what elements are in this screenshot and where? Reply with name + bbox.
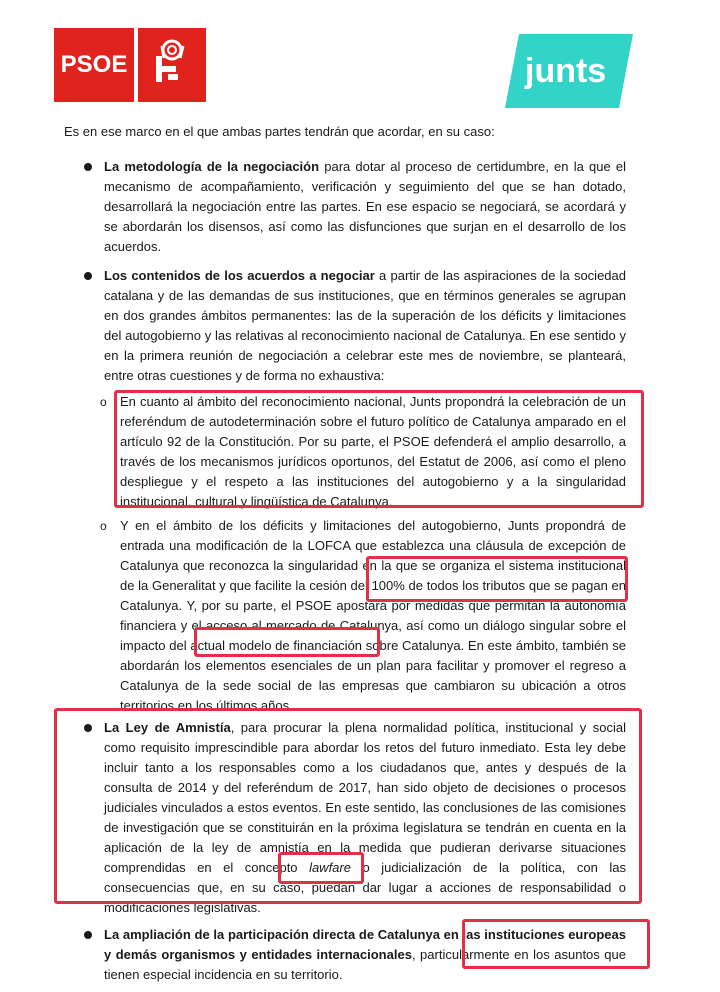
sub-bullet-icon: o <box>100 395 107 409</box>
item-title: La ampliación de la participación directa de Catalunya en las instituciones europeas y demás organismos y entidades internacionales <box>104 927 626 962</box>
list-item <box>104 157 626 257</box>
psoe-logo-text: PSOE <box>60 51 128 78</box>
item-italic-term: lawfare <box>309 860 351 875</box>
item-text: , para procurar la plena normalidad política, institucional y social como requisito imprescindible para abordar los retos del futuro inmediato. Esta ley debe incluir tanto a los responsables como a los ciudadanos que, antes y después de la consulta de 2014 y del referéndum de 2017, han sido objeto de decisiones o procesos judiciales vinculados a estos eventos. En este sentido, las conclusiones de las comisiones de investigación que se constituirán en la próxima legislatura se tendrán en cuenta en la aplicación de la ley de amnistía en la medida que pudieran derivarse situaciones comprendidas en el concepto <box>104 720 626 875</box>
sub-bullet-icon: o <box>100 519 107 533</box>
highlight-box-tributos <box>366 556 628 602</box>
list-item <box>104 266 626 386</box>
item-text: para dotar al proceso de certidumbre, en la que el mecanismo de acompañamiento, verificación y seguimiento del que se han dotado, desarrollará la negociación entre las partes. En ese espacio se negociará, se acordará y se abordarán los disensos, así como las disfunciones que surjan en el desarrollo de los acuerdos. <box>104 159 626 254</box>
highlight-box-financiacion <box>194 627 380 657</box>
junts-logo-text: junts <box>525 52 607 90</box>
intro-text: Es en ese marco en el que ambas partes tendrán que acordar, en su caso: <box>64 124 495 139</box>
item-text-after: o judicialización de la política, con las consecuencias que, en su caso, puedan dar lugar a acciones de responsabilidad o modificaciones legislativas. <box>104 860 626 915</box>
item-title: La Ley de Amnistía <box>104 720 231 735</box>
highlight-box-lawfare <box>278 852 364 884</box>
highlight-box-referendum <box>114 390 644 508</box>
sub-list-item: En cuanto al ámbito del reconocimiento nacional, Junts propondrá la celebración de un referéndum de autodeterminación sobre el futuro político de Catalunya amparado en el artículo 92 de la Constitución. Por su parte, el PSOE defenderá el amplio desarrollo, a través de los mecanismos jurídicos oportunos, del Estatut de 2006, así como el pleno despliegue y el respeto a las instituciones del autogobierno y a la singularidad institucional, cultural y lingüística de Catalunya. <box>120 394 626 509</box>
item-title: La metodología de la negociación <box>104 159 320 174</box>
highlight-box-instituciones <box>462 919 650 969</box>
sub-list-item: Y en el ámbito de los déficits y limitaciones del autogobierno, Junts propondrá de entrada una modificación de la LOFCA que establezca una cláusula de excepción de Catalunya que reconozca la singularidad en la que se organiza el sistema institucional de la Generalitat y que facilite la cesión del 100% de todos los tributos que se pagan en Catalunya. Y, por su parte, el PSOE apostará por medidas que permitan la autonomía financiera y el acceso al mercado de Catalunya, así como un diálogo singular sobre el impacto del actual modelo de financiación sobre Catalunya. En este ámbito, también se abordarán los elementos esenciales de un plan para facilitar y promover el regreso a Catalunya de la sede social de las empresas que cambiaron su ubicación a otros territorios en los últimos años. <box>120 518 626 713</box>
item-text: , particularmente en los asuntos que tienen especial incidencia en su territorio. <box>104 947 626 982</box>
item-text: a partir de las aspiraciones de la sociedad catalana y de las demandas de sus instituciones, que en términos generales se agrupan en dos grandes ámbitos permanentes: las de la superación de los déficits y limitaciones del autogobierno y las relativas al reconocimiento nacional de Catalunya. En ese sentido y en la primera reunión de negociación a celebrar este mes de noviembre, se planteará, entre otras cuestiones y de forma no exhaustiva: <box>104 268 626 383</box>
item-title: Los contenidos de los acuerdos a negociar <box>104 268 375 283</box>
bullet-icon <box>84 163 92 171</box>
bullet-icon <box>84 931 92 939</box>
bullet-icon <box>84 272 92 280</box>
